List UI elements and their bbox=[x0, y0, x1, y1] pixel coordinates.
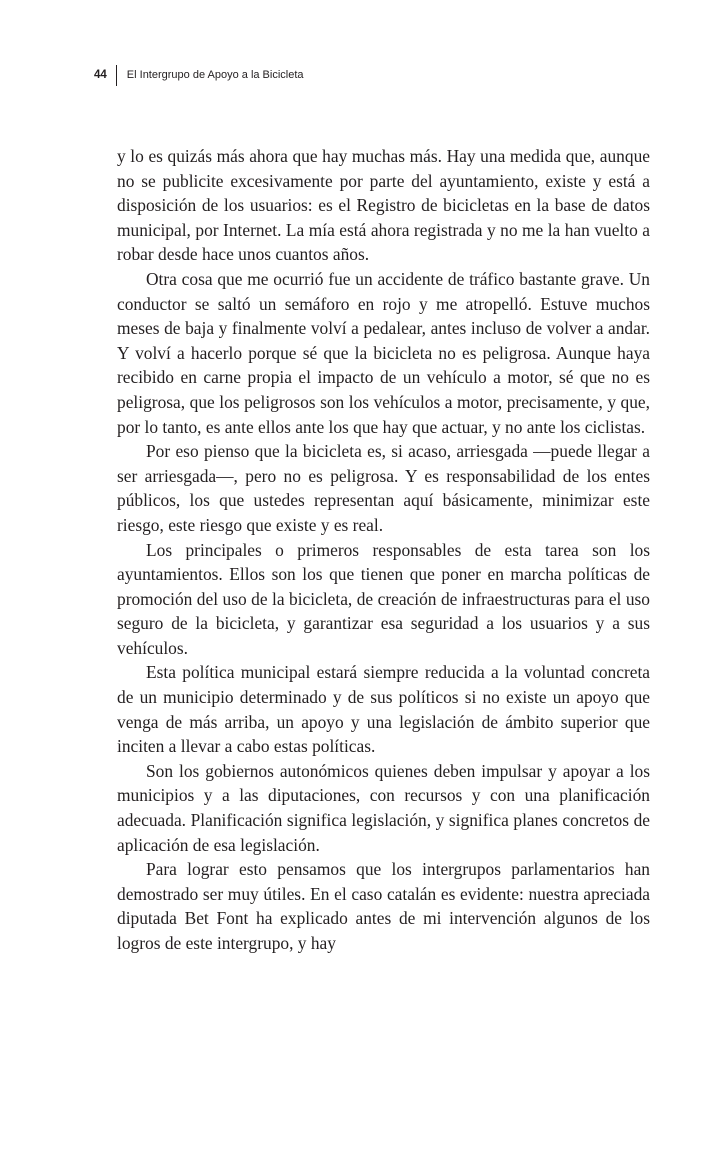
paragraph-7: Para lograr esto pensamos que los intergrupos parlamentarios han demostrado ser muy útiles. En el caso catalán es evidente: nuestra apreciada diputada Bet Font ha explicado antes de mi intervención algunos de los logros de este intergrupo, y hay bbox=[117, 859, 650, 953]
header-divider bbox=[116, 65, 117, 86]
book-title: El Intergrupo de Apoyo a la Bicicleta bbox=[126, 69, 304, 81]
page-number: 44 bbox=[94, 69, 107, 81]
paragraph-4: Los principales o primeros responsables de esta tarea son los ayuntamientos. Ellos son los que tienen que poner en marcha políticas de promoción del uso de la bicicleta, de creación de infraestructuras para el uso seguro de la bicicleta, y garantizar esa seguridad a los usuarios y a sus vehículos. bbox=[117, 539, 650, 658]
body-text bbox=[117, 144, 650, 956]
running-header bbox=[94, 64, 304, 86]
paragraph-1: y lo es quizás más ahora que hay muchas más. Hay una medida que, aunque no se publicite excesivamente por parte del ayuntamiento, existe y está a disposición de los usuarios: es el Registro de bicicletas en la base de datos municipal, por Internet. La mía está ahora registrada y no me la han vuelto a robar desde hace unos cuantos años. bbox=[117, 146, 650, 265]
paragraph-2: Otra cosa que me ocurrió fue un accidente de tráfico bastante grave. Un conductor se saltó un semáforo en rojo y me atropelló. Estuve muchos meses de baja y finalmente volví a pedalear, antes incluso de volver a andar. Y volví a hacerlo porque sé que la bicicleta no es peligrosa. Aunque haya recibido en carne propia el impacto de un vehículo a motor, sé que no es peligrosa, que los peligrosos son los vehículos a motor, precisamente, y que, por lo tanto, es ante ellos ante los que hay que actuar, y no ante los ciclistas. bbox=[117, 268, 650, 437]
paragraph-6: Son los gobiernos autonómicos quienes deben impulsar y apoyar a los municipios y a las diputaciones, con recursos y con una planificación adecuada. Planificación significa legislación, y significa planes concretos de aplicación de esa legislación. bbox=[117, 760, 650, 855]
paragraph-5: Esta política municipal estará siempre reducida a la voluntad concreta de un municipio determinado y de sus políticos si no existe un apoyo que venga de más arriba, un apoyo y una legislación de ámbito superior que inciten a llevar a cabo estas políticas. bbox=[117, 662, 650, 757]
paragraph-3: Por eso pienso que la bicicleta es, si acaso, arriesgada —puede llegar a ser arriesgada—, pero no es peligrosa. Y es responsabilidad de los entes públicos, los que ustedes representan aquí básicamente, minimizar este riesgo, este riesgo que existe y es real. bbox=[117, 441, 650, 535]
